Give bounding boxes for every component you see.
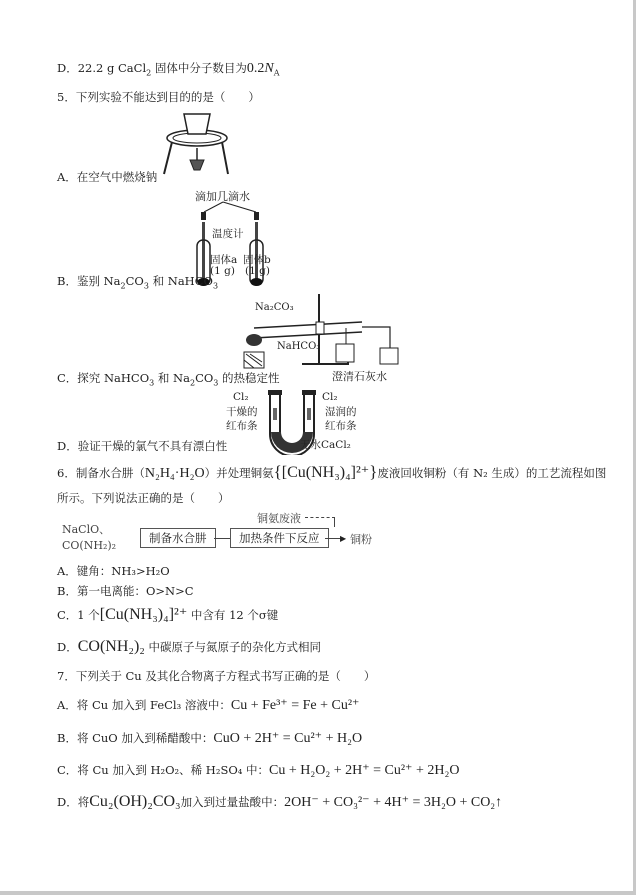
fig-b-solid-a: 固体a: [210, 254, 238, 266]
fig-b-solid-b: 固体b: [243, 254, 271, 266]
flow-arrow-dashed: [305, 517, 335, 518]
formula: CO(NH₂)₂: [77, 638, 145, 655]
fig-d-cl2-left: Cl₂: [233, 391, 249, 403]
text: 中碳原子与氮原子的杂化方式相同: [144, 640, 322, 654]
sub: A: [273, 68, 280, 78]
q6-option-c: [57, 607, 278, 623]
fig-d-wet1: 湿润的: [325, 406, 357, 418]
text: CO: [195, 371, 214, 385]
arrow-head-icon: ▶: [340, 534, 347, 543]
text: 加入到过量盐酸中：: [180, 795, 285, 809]
sub: 3: [143, 281, 149, 291]
q7-option-b: [57, 730, 362, 747]
combustion-apparatus-figure: [160, 108, 240, 178]
fig-b-solid-a-mass: (1 g): [210, 265, 235, 277]
fig-d-wet2: 红布条: [325, 420, 357, 432]
formula: [Cu(NH₃)₄]²⁺: [281, 464, 370, 481]
flow-output: 铜粉: [350, 533, 372, 546]
formula: [Cu(NH₃)₄]²⁺: [99, 606, 188, 623]
q6-option-a: A．键角：NH₃>H₂O: [57, 564, 170, 578]
q7-stem: 7．下列关于 Cu 及其化合物离子方程式书写正确的是（ ）: [57, 669, 376, 683]
sub: 2: [120, 281, 126, 291]
text: B．鉴别 Na: [57, 274, 121, 288]
q5-option-a: A．在空气中燃烧钠: [57, 170, 158, 184]
q6-option-b: B．第一电离能：O>N>C: [57, 584, 194, 598]
fig-b-thermo: 温度计: [212, 228, 244, 240]
fig-d-cl2-right: Cl₂: [322, 391, 338, 403]
text: ）并处理铜氨: [204, 466, 274, 480]
q4-d-text2: 固体中分子数目为: [151, 61, 247, 75]
flow-arrow: [214, 538, 228, 539]
text: CO: [125, 274, 144, 288]
flow-input1: NaClO、: [62, 523, 111, 536]
text: 6．制备水合肼（: [57, 466, 145, 480]
equation: Cu + Fe³⁺ = Fe + Cu²⁺: [230, 698, 360, 713]
q4-option-d: [57, 60, 280, 81]
q7-option-c: [57, 762, 459, 779]
text: A．将 Cu 加入到 FeCl₃ 溶液中：: [57, 698, 231, 712]
q7-option-a: [57, 697, 359, 714]
flow-waste: 铜氨废液: [257, 512, 301, 525]
fig-c-nahco3: NaHCO₃: [277, 341, 321, 352]
sub: 3: [213, 378, 219, 388]
sub: 3: [212, 281, 219, 291]
sub: 3: [149, 378, 155, 388]
fig-c-limewater: 澄清石灰水: [332, 370, 387, 383]
fig-b-label-top: 滴加几滴水: [195, 190, 250, 203]
equation: 2OH⁻ + CO₃²⁻ + 4H⁺ = 3H₂O + CO₂↑: [284, 795, 503, 810]
text: C．将 Cu 加入到 H₂O₂、稀 H₂SO₄ 中：: [57, 763, 270, 777]
text: D．将: [57, 795, 90, 809]
fig-b-solid-b-mass: (1 g): [245, 265, 270, 277]
fig-d-dry2: 红布条: [226, 420, 258, 432]
q6-stem-line1: 6．制备水合肼（N₂H₄·H₂O）并处理铜氨{[Cu(NH₃)₄]²⁺}废液回收铜粉（有 N₂ 生成）的工艺流程如图: [57, 462, 607, 481]
flow-input2: CO(NH₂)₂: [62, 539, 117, 552]
fig-d-cacl2: 无水CaCl₂: [300, 439, 351, 451]
fig-d-dry1: 干燥的: [226, 406, 258, 418]
q5-stem: 5．下列实验不能达到目的的是（ ）: [57, 90, 260, 104]
formula: N₂H₄·H₂O: [144, 466, 205, 481]
flow-arrow-down: [334, 517, 335, 527]
text: B．将 CuO 加入到稀醋酸中：: [57, 731, 214, 745]
q5-option-d: D．验证干燥的氯气不具有漂白性: [57, 439, 228, 453]
text: 的热稳定性: [218, 371, 280, 385]
text: 和 Na: [154, 371, 190, 385]
q6-stem-line2: 所示。下列说法正确的是（ ）: [57, 491, 230, 505]
sub: 2: [189, 378, 196, 388]
text: 和 NaHCO: [148, 274, 213, 288]
text: 中含有 12 个σ键: [187, 608, 279, 622]
text: 废液回收铜粉（有 N₂ 生成）的工艺流程如图: [377, 466, 607, 480]
q7-option-d: [57, 794, 502, 811]
text: D．: [57, 640, 78, 654]
q4-d-text: D．22.2 g CaCl: [57, 61, 147, 75]
text: C．探究 NaHCO: [57, 371, 150, 385]
fig-c-na2co3: Na₂CO₃: [255, 302, 294, 313]
q4-d-unit: N: [264, 61, 274, 76]
formula: Cu₂(OH)₂CO₃: [89, 793, 181, 810]
q5-option-c: [57, 370, 280, 391]
q5-option-b: [57, 273, 218, 294]
sub: 2: [146, 68, 152, 78]
text: C．1 个: [57, 608, 100, 622]
q4-d-value: 0.2: [246, 61, 265, 76]
q6-option-d: [57, 639, 321, 655]
flow-step1-box: 制备水合肼: [140, 528, 216, 548]
flow-step2-box: 加热条件下反应: [230, 528, 329, 548]
equation: Cu + H₂O₂ + 2H⁺ = Cu²⁺ + 2H₂O: [269, 763, 460, 778]
equation: CuO + 2H⁺ = Cu²⁺ + H₂O: [213, 731, 363, 746]
